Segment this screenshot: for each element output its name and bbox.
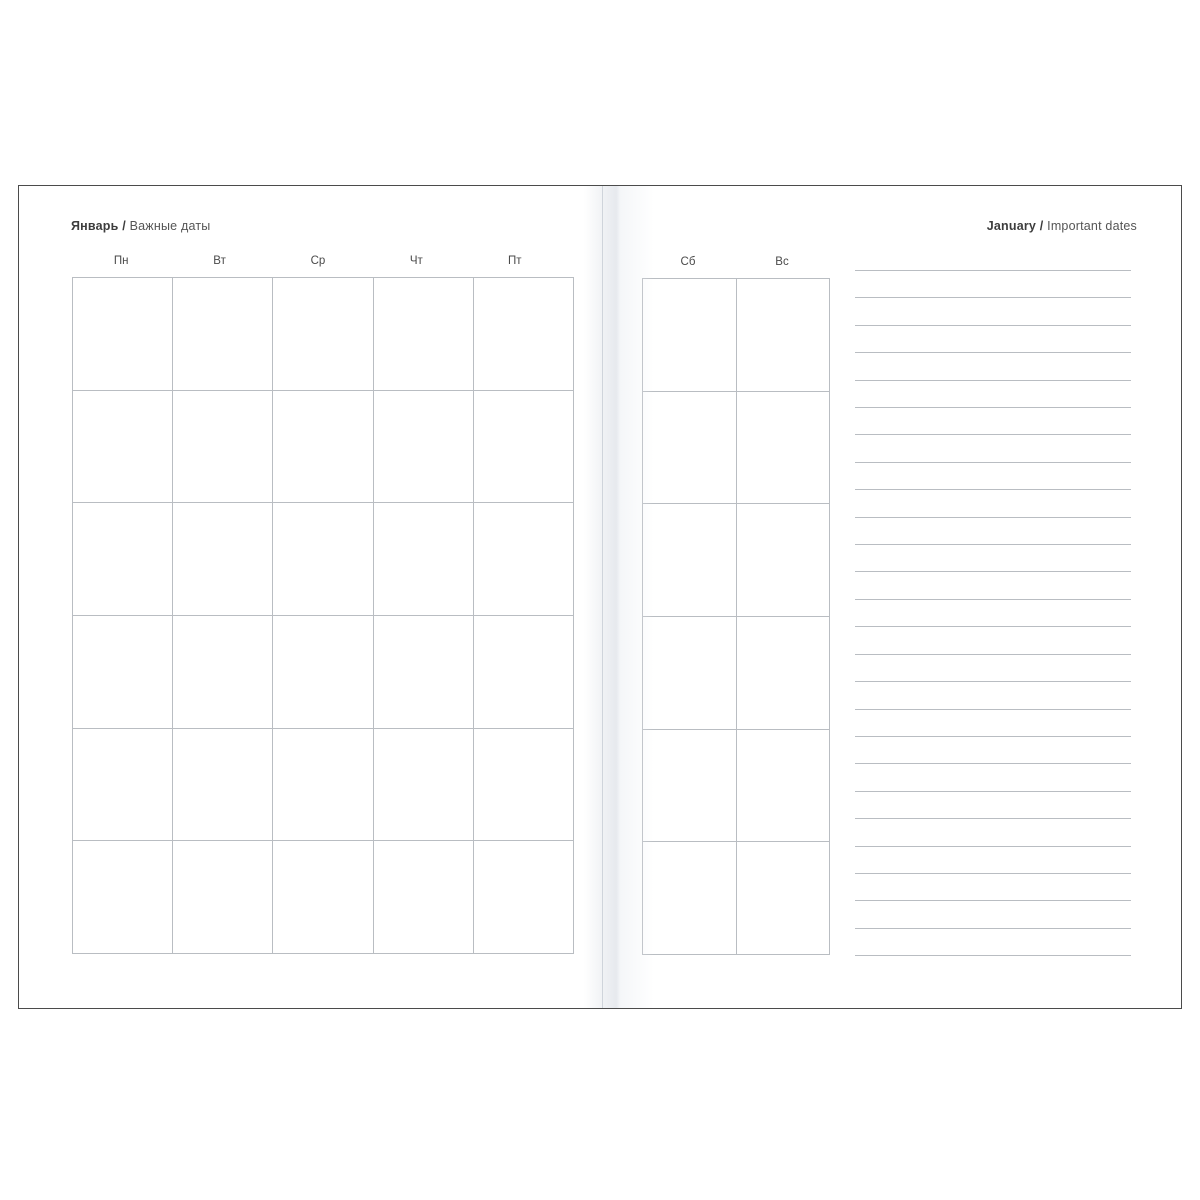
date-cell[interactable] [73,841,173,954]
date-cell[interactable] [737,730,831,843]
date-cell[interactable] [273,841,373,954]
date-cell[interactable] [643,842,737,955]
date-cell[interactable] [273,503,373,616]
date-cell[interactable] [374,503,474,616]
left-subtitle-label: Важные даты [129,219,211,233]
date-cell[interactable] [643,392,737,505]
date-cell[interactable] [173,503,273,616]
date-cell[interactable] [374,278,474,391]
date-cell[interactable] [643,279,737,392]
date-cell[interactable] [73,503,173,616]
left-date-grid [72,277,574,954]
date-cell[interactable] [737,279,831,392]
date-cell[interactable] [643,730,737,843]
date-cell[interactable] [173,729,273,842]
date-cell[interactable] [474,729,574,842]
date-cell[interactable] [643,617,737,730]
left-page-header [71,219,210,233]
left-weekday-row [72,254,564,268]
date-cell[interactable] [73,391,173,504]
note-line [855,955,1131,956]
date-cell[interactable] [273,391,373,504]
date-cell[interactable] [73,278,173,391]
date-cell[interactable] [273,616,373,729]
date-cell[interactable] [474,841,574,954]
date-cell[interactable] [173,278,273,391]
date-cell[interactable] [73,616,173,729]
date-cell[interactable] [737,392,831,505]
left-header-separator: / [122,219,126,233]
weekday-label: Чт [409,255,423,267]
date-cell[interactable] [474,503,574,616]
right-subtitle-label: Important dates [1047,219,1137,233]
weekday-label: Пт [507,255,522,267]
date-cell[interactable] [273,729,373,842]
weekday-label: Вт [213,255,226,267]
weekday-label: Сб [680,256,696,268]
date-cell[interactable] [173,616,273,729]
page-fold-line [602,186,603,1008]
date-cell[interactable] [474,616,574,729]
date-cell[interactable] [737,617,831,730]
weekday-label: Ср [310,255,326,267]
date-cell[interactable] [173,841,273,954]
date-cell[interactable] [643,504,737,617]
date-cell[interactable] [374,616,474,729]
right-date-grid [642,278,830,955]
date-cell[interactable] [273,278,373,391]
date-cell[interactable] [374,841,474,954]
right-month-label: January [986,219,1037,233]
date-cell[interactable] [737,842,831,955]
weekday-label: Вс [775,256,789,268]
weekday-label: Пн [113,255,129,267]
date-cell[interactable] [474,391,574,504]
date-cell[interactable] [374,391,474,504]
right-page-header [987,219,1137,233]
right-weekday-row [641,255,829,269]
left-month-label: Январь [71,219,119,233]
date-cell[interactable] [474,278,574,391]
date-cell[interactable] [73,729,173,842]
date-cell[interactable] [374,729,474,842]
date-cell[interactable] [737,504,831,617]
date-cell[interactable] [173,391,273,504]
notebook-spread [18,185,1182,1009]
right-header-separator: / [1039,219,1044,233]
notes-lines-area[interactable] [855,270,1131,956]
